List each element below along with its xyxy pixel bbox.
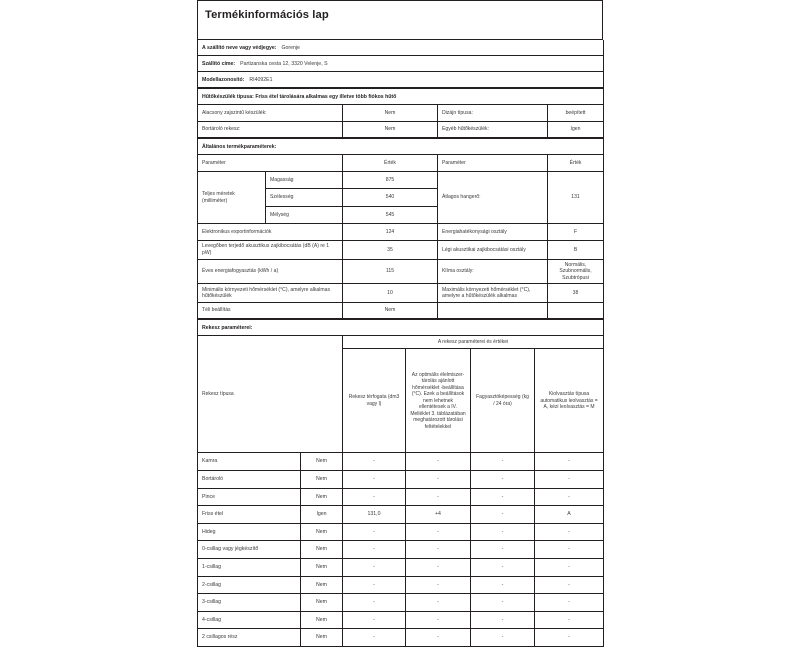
dimension-height-label: Magasság xyxy=(266,171,343,189)
max-ambient-temp-label: Maximális környezeti hőmérséklet (°C), amelyre a hűtőkészülék alkalmas xyxy=(438,283,548,302)
climate-class-value: Normális, Szubnormális, Szubtrópusi xyxy=(548,259,604,283)
compartment-defrost-type: - xyxy=(535,629,604,647)
supplier-address-cell xyxy=(198,56,604,72)
winter-setting-spacer-left xyxy=(438,302,548,319)
compartment-temperature: - xyxy=(406,629,471,647)
compartment-freezing-capacity-header: Fagyasztóképesség (kg / 24 óra) xyxy=(471,349,535,453)
compartment-name: Bortároló xyxy=(198,470,301,488)
compartment-volume: 131,0 xyxy=(343,506,406,524)
column-header-parameter-right: Paraméter xyxy=(438,155,548,172)
compartment-freezing-capacity: - xyxy=(471,523,535,541)
compartment-freezing-capacity: - xyxy=(471,558,535,576)
compartment-present: Nem xyxy=(301,558,343,576)
product-information-sheet xyxy=(197,0,603,647)
table-row xyxy=(198,240,604,259)
compartment-temperature: +4 xyxy=(406,506,471,524)
table-row xyxy=(198,72,604,88)
compartment-defrost-type-header: Kiolvasztás típusa automatikus leolvasztás = A, kézi leolvasztás = M xyxy=(535,349,604,453)
compartment-volume: - xyxy=(343,470,406,488)
column-header-value-right: Érték xyxy=(548,155,604,172)
compartment-name: 0-csillag vagy jégkészítő xyxy=(198,541,301,559)
supplier-name-value: Gorenje xyxy=(281,44,300,51)
compartment-volume-header: Rekesz térfogata (dm3 vagy l) xyxy=(343,349,406,453)
compartment-freezing-capacity: - xyxy=(471,594,535,612)
compartment-freezing-capacity: - xyxy=(471,576,535,594)
compartment-volume: - xyxy=(343,523,406,541)
winter-setting-value: Nem xyxy=(343,302,438,319)
dimension-depth-label: Mélység xyxy=(266,206,343,224)
other-appliance-label: Egyéb hűtőkészülék: xyxy=(438,121,548,138)
compartment-name: Friss étel xyxy=(198,506,301,524)
title-spacer xyxy=(197,32,603,40)
supplier-address-value: Partizanska cesta 12, 3320 Velenje, S xyxy=(240,60,328,67)
supplier-table xyxy=(197,40,604,88)
general-parameters-heading-row xyxy=(198,139,604,155)
table-row xyxy=(198,171,604,189)
compartment-name: 2 csillagos rész xyxy=(198,629,301,647)
average-sound-level-label: Átlagos hangerő: xyxy=(438,171,548,224)
compartment-volume: - xyxy=(343,453,406,471)
model-identifier-cell xyxy=(198,72,604,88)
annual-energy-label: Éves energiafogyasztás (kWh / a) xyxy=(198,259,343,283)
table-row xyxy=(198,629,604,647)
compartment-heading-row xyxy=(198,320,604,336)
compartment-type-header: Rekesz típusa xyxy=(198,336,343,453)
table-row xyxy=(198,470,604,488)
compartment-defrost-type: - xyxy=(535,488,604,506)
compartment-present: Nem xyxy=(301,470,343,488)
table-row xyxy=(198,558,604,576)
compartment-defrost-type: - xyxy=(535,470,604,488)
design-type-value: beépített xyxy=(548,105,604,122)
energy-class-value: F xyxy=(548,224,604,241)
other-appliance-value: Igen xyxy=(548,121,604,138)
compartment-freezing-capacity: - xyxy=(471,611,535,629)
compartment-defrost-type: - xyxy=(535,541,604,559)
compartment-temperature-header: Az optimális élelmiszer-tárolás ajánlott hőmérséklet -beállítása (°C). Ezek a beállítások nem lehetnek ellentétesek a IV. Melléklet 3. táblázatában meghatározott tárolási feltételekkel xyxy=(406,349,471,453)
compartment-present: Nem xyxy=(301,453,343,471)
model-identifier-value: RI4092E1 xyxy=(249,76,273,83)
appliance-type-table xyxy=(197,88,604,138)
compartment-defrost-type: - xyxy=(535,594,604,612)
compartment-present: Nem xyxy=(301,541,343,559)
compartment-parameters-heading: Rekesz paraméterei: xyxy=(198,320,604,336)
compartment-freezing-capacity: - xyxy=(471,453,535,471)
average-sound-level-value: 131 xyxy=(548,171,604,224)
column-header-parameter-left: Paraméter xyxy=(198,155,343,172)
noise-class-label: Légi akusztikai zajkibocsátási osztály xyxy=(438,240,548,259)
table-row xyxy=(198,594,604,612)
table-row xyxy=(198,611,604,629)
dimension-width-label: Szélesség xyxy=(266,189,343,207)
table-row xyxy=(198,56,604,72)
table-row xyxy=(198,224,604,241)
annual-energy-value: 115 xyxy=(343,259,438,283)
compartment-name: Kamra xyxy=(198,453,301,471)
compartment-temperature: - xyxy=(406,558,471,576)
min-ambient-temp-label: Minimális környezeti hőmérséklet (°C), amelyre alkalmas hűtőkészülék xyxy=(198,283,343,302)
compartment-volume: - xyxy=(343,629,406,647)
table-row xyxy=(198,121,604,138)
compartment-defrost-type: - xyxy=(535,576,604,594)
design-type-label: Dizájn típusa: xyxy=(438,105,548,122)
table-row xyxy=(198,105,604,122)
compartment-name: 1-csillag xyxy=(198,558,301,576)
compartment-defrost-type: - xyxy=(535,611,604,629)
compartment-temperature: - xyxy=(406,453,471,471)
table-row xyxy=(198,523,604,541)
compartment-volume: - xyxy=(343,576,406,594)
table-row xyxy=(198,488,604,506)
table-row xyxy=(198,283,604,302)
compartment-name: 4-csillag xyxy=(198,611,301,629)
compartment-present: Nem xyxy=(301,594,343,612)
compartment-defrost-type: - xyxy=(535,558,604,576)
compartment-temperature: - xyxy=(406,594,471,612)
climate-class-label: Klíma osztály: xyxy=(438,259,548,283)
airborne-noise-value: 35 xyxy=(343,240,438,259)
table-row xyxy=(198,541,604,559)
compartment-temperature: - xyxy=(406,576,471,594)
title-block xyxy=(197,0,603,32)
overall-dimensions-label: Teljes méretek (milliméter) xyxy=(198,171,266,224)
dimension-width-value: 540 xyxy=(343,189,438,207)
appliance-type-heading: Hűtőkészülék típusa: Friss étel tárolására alkalmas egy illetve több fiókos hűtő xyxy=(198,89,604,105)
table-row xyxy=(198,453,604,471)
winter-setting-spacer-right xyxy=(548,302,604,319)
compartment-volume: - xyxy=(343,488,406,506)
compartment-temperature: - xyxy=(406,488,471,506)
compartment-present: Igen xyxy=(301,506,343,524)
supplier-name-cell xyxy=(198,40,604,56)
compartment-temperature: - xyxy=(406,611,471,629)
general-parameters-table xyxy=(197,138,604,319)
compartment-present: Nem xyxy=(301,629,343,647)
appliance-type-heading-row xyxy=(198,89,604,105)
winter-setting-label: Téli beállítás xyxy=(198,302,343,319)
compartment-name: 2-csillag xyxy=(198,576,301,594)
export-info-label: Elektronikus exportinformációk xyxy=(198,224,343,241)
compartment-volume: - xyxy=(343,594,406,612)
compartment-temperature: - xyxy=(406,470,471,488)
compartment-temperature: - xyxy=(406,523,471,541)
table-row xyxy=(198,506,604,524)
min-ambient-temp-value: 10 xyxy=(343,283,438,302)
compartment-defrost-type: - xyxy=(535,453,604,471)
compartment-freezing-capacity: - xyxy=(471,470,535,488)
table-row xyxy=(198,302,604,319)
compartment-present: Nem xyxy=(301,523,343,541)
dimension-depth-value: 545 xyxy=(343,206,438,224)
table-row xyxy=(198,576,604,594)
max-ambient-temp-value: 38 xyxy=(548,283,604,302)
compartment-volume: - xyxy=(343,541,406,559)
low-noise-value: Nem xyxy=(343,105,438,122)
column-header-value-left: Érték xyxy=(343,155,438,172)
compartment-present: Nem xyxy=(301,576,343,594)
compartment-freezing-capacity: - xyxy=(471,629,535,647)
general-parameters-header-row xyxy=(198,155,604,172)
compartment-name: Pince xyxy=(198,488,301,506)
compartment-temperature: - xyxy=(406,541,471,559)
compartment-volume: - xyxy=(343,611,406,629)
compartment-parameters-table xyxy=(197,319,604,647)
compartment-freezing-capacity: - xyxy=(471,506,535,524)
compartment-freezing-capacity: - xyxy=(471,541,535,559)
airborne-noise-label: Levegőben terjedő akusztikus zajkibocsátás (dB (A) re 1 pW) xyxy=(198,240,343,259)
dimension-height-value: 875 xyxy=(343,171,438,189)
compartment-defrost-type: A xyxy=(535,506,604,524)
export-info-value: 124 xyxy=(343,224,438,241)
compartment-group-header: A rekesz paraméterei és értékei xyxy=(343,336,604,349)
table-row xyxy=(198,259,604,283)
compartment-freezing-capacity: - xyxy=(471,488,535,506)
table-row xyxy=(198,40,604,56)
wine-compartment-value: Nem xyxy=(343,121,438,138)
energy-class-label: Energiahatékonysági osztály xyxy=(438,224,548,241)
model-identifier-label: Modellazonosító: xyxy=(202,76,245,83)
compartment-defrost-type: - xyxy=(535,523,604,541)
compartment-present: Nem xyxy=(301,488,343,506)
low-noise-label: Alacsony zajszintű készülék: xyxy=(198,105,343,122)
wine-compartment-label: Bortároló rekesz: xyxy=(198,121,343,138)
compartment-name: 3-csillag xyxy=(198,594,301,612)
compartment-group-header-row xyxy=(198,336,604,349)
noise-class-value: B xyxy=(548,240,604,259)
compartment-name: Hideg xyxy=(198,523,301,541)
supplier-address-label: Szállító címe: xyxy=(202,60,236,67)
compartment-present: Nem xyxy=(301,611,343,629)
page-title: Termékinformációs lap xyxy=(205,9,329,21)
supplier-name-label: A szállító neve vagy védjegye: xyxy=(202,44,277,51)
general-parameters-heading: Általános termékparaméterek: xyxy=(198,139,604,155)
compartment-volume: - xyxy=(343,558,406,576)
